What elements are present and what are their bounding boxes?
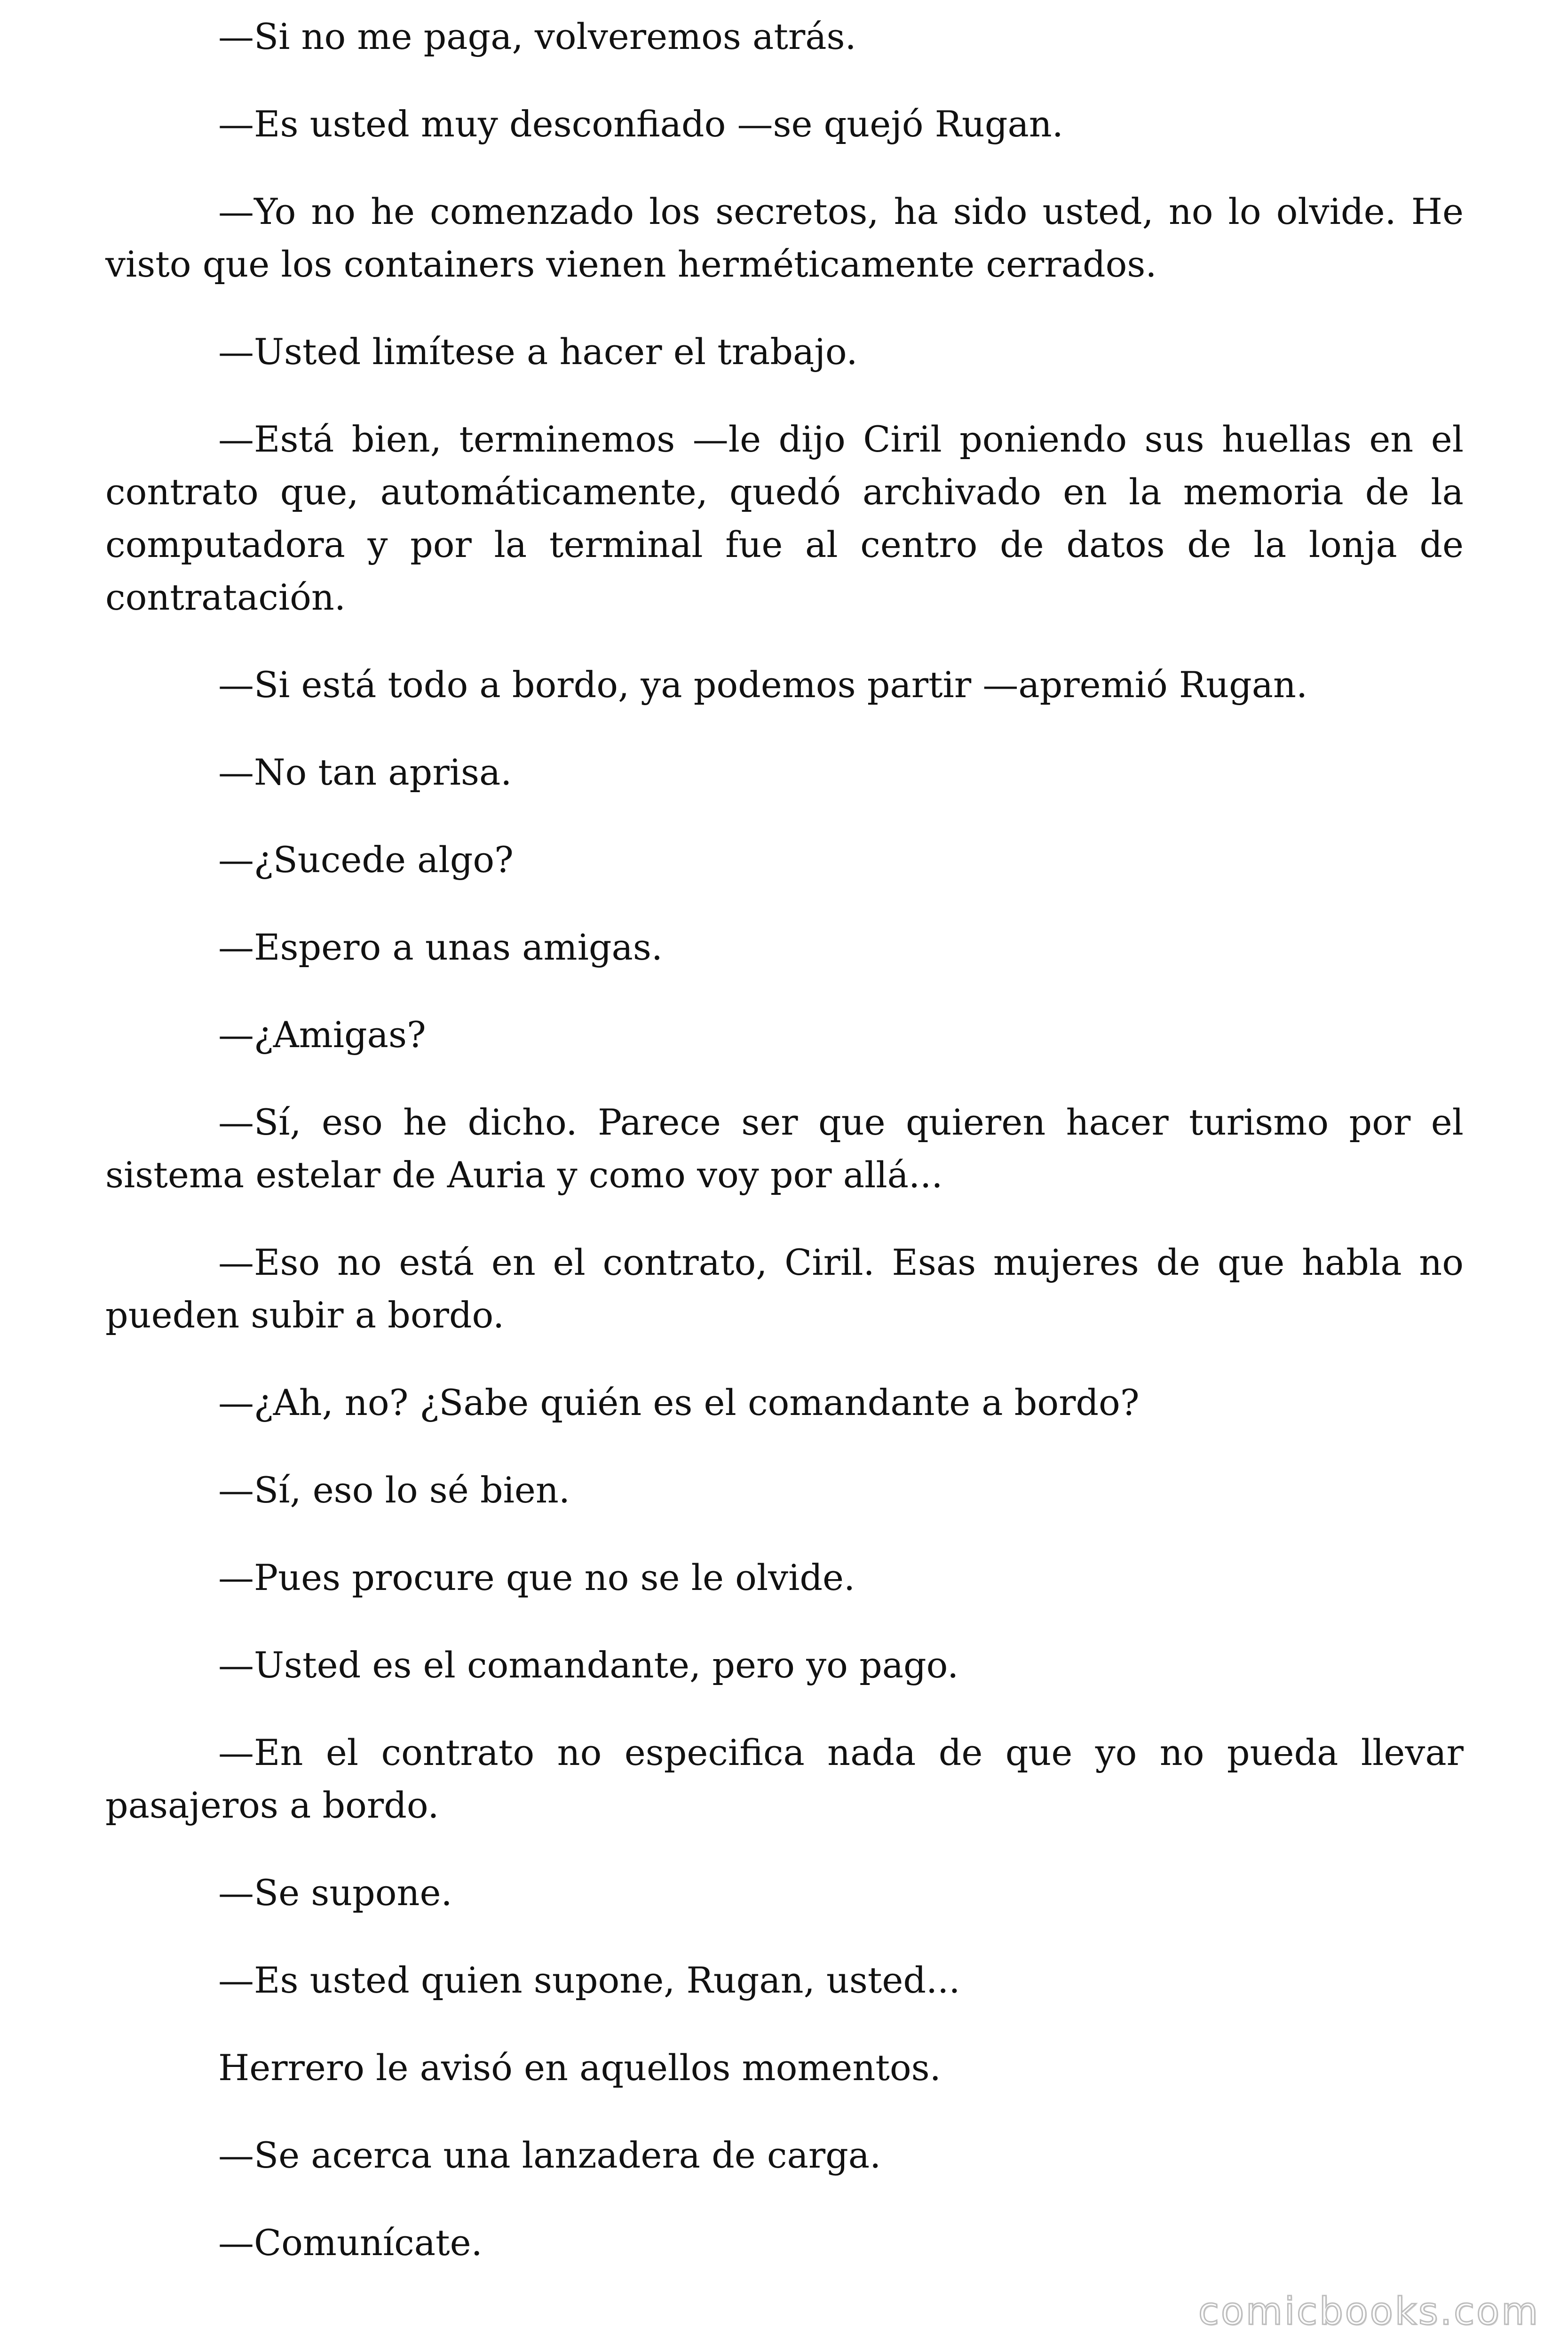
paragraph-21: —Se acerca una lanzadera de carga. [218, 2134, 881, 2176]
paragraph-5: —Está bien, terminemos —le dijo Ciril poniendo sus huellas en el contrato que, automáticamente, quedó archivado en la memoria de la computadora y por la terminal fue al centro de datos de la lonja de contratación. [105, 418, 1464, 618]
paragraph-6: —Si está todo a bordo, ya podemos partir —apremió Rugan. [218, 664, 1308, 706]
paragraph-2: —Es usted muy desconfiado —se quejó Rugan. [218, 103, 1063, 145]
watermark-text: comicbooks.com [1198, 2289, 1540, 2333]
paragraph-14: —Sí, eso lo sé bien. [218, 1469, 570, 1511]
paragraph-11: —Sí, eso he dicho. Parece ser que quieren hacer turismo por el sistema estelar de Auria y como voy por allá... [105, 1101, 1464, 1196]
paragraph-18: —Se supone. [218, 1872, 452, 1914]
paragraph-13: —¿Ah, no? ¿Sabe quién es el comandante a bordo? [218, 1382, 1140, 1423]
paragraph-17: —En el contrato no especifica nada de que yo no pueda llevar pasajeros a bordo. [105, 1732, 1464, 1826]
paragraph-12: —Eso no está en el contrato, Ciril. Esas mujeres de que habla no pueden subir a bordo. [105, 1241, 1464, 1336]
paragraph-9: —Espero a unas amigas. [218, 926, 663, 968]
paragraph-22: —Comunícate. [218, 2222, 483, 2264]
paragraph-7: —No tan aprisa. [218, 751, 512, 793]
paragraph-19: —Es usted quien supone, Rugan, usted... [218, 1959, 960, 2001]
paragraph-16: —Usted es el comandante, pero yo pago. [218, 1644, 959, 1686]
paragraph-20: Herrero le avisó en aquellos momentos. [218, 2047, 941, 2089]
paragraph-4: —Usted limítese a hacer el trabajo. [218, 331, 858, 373]
paragraph-8: —¿Sucede algo? [218, 839, 514, 881]
paragraph-3: —Yo no he comenzado los secretos, ha sido usted, no lo olvide. He visto que los containers vienen herméticamente cerrados. [105, 191, 1464, 285]
paragraph-10: —¿Amigas? [218, 1014, 426, 1056]
page-text [105, 10, 1464, 2269]
paragraph-15: —Pues procure que no se le olvide. [218, 1557, 855, 1598]
paragraph-1: —Si no me paga, volveremos atrás. [218, 16, 856, 57]
